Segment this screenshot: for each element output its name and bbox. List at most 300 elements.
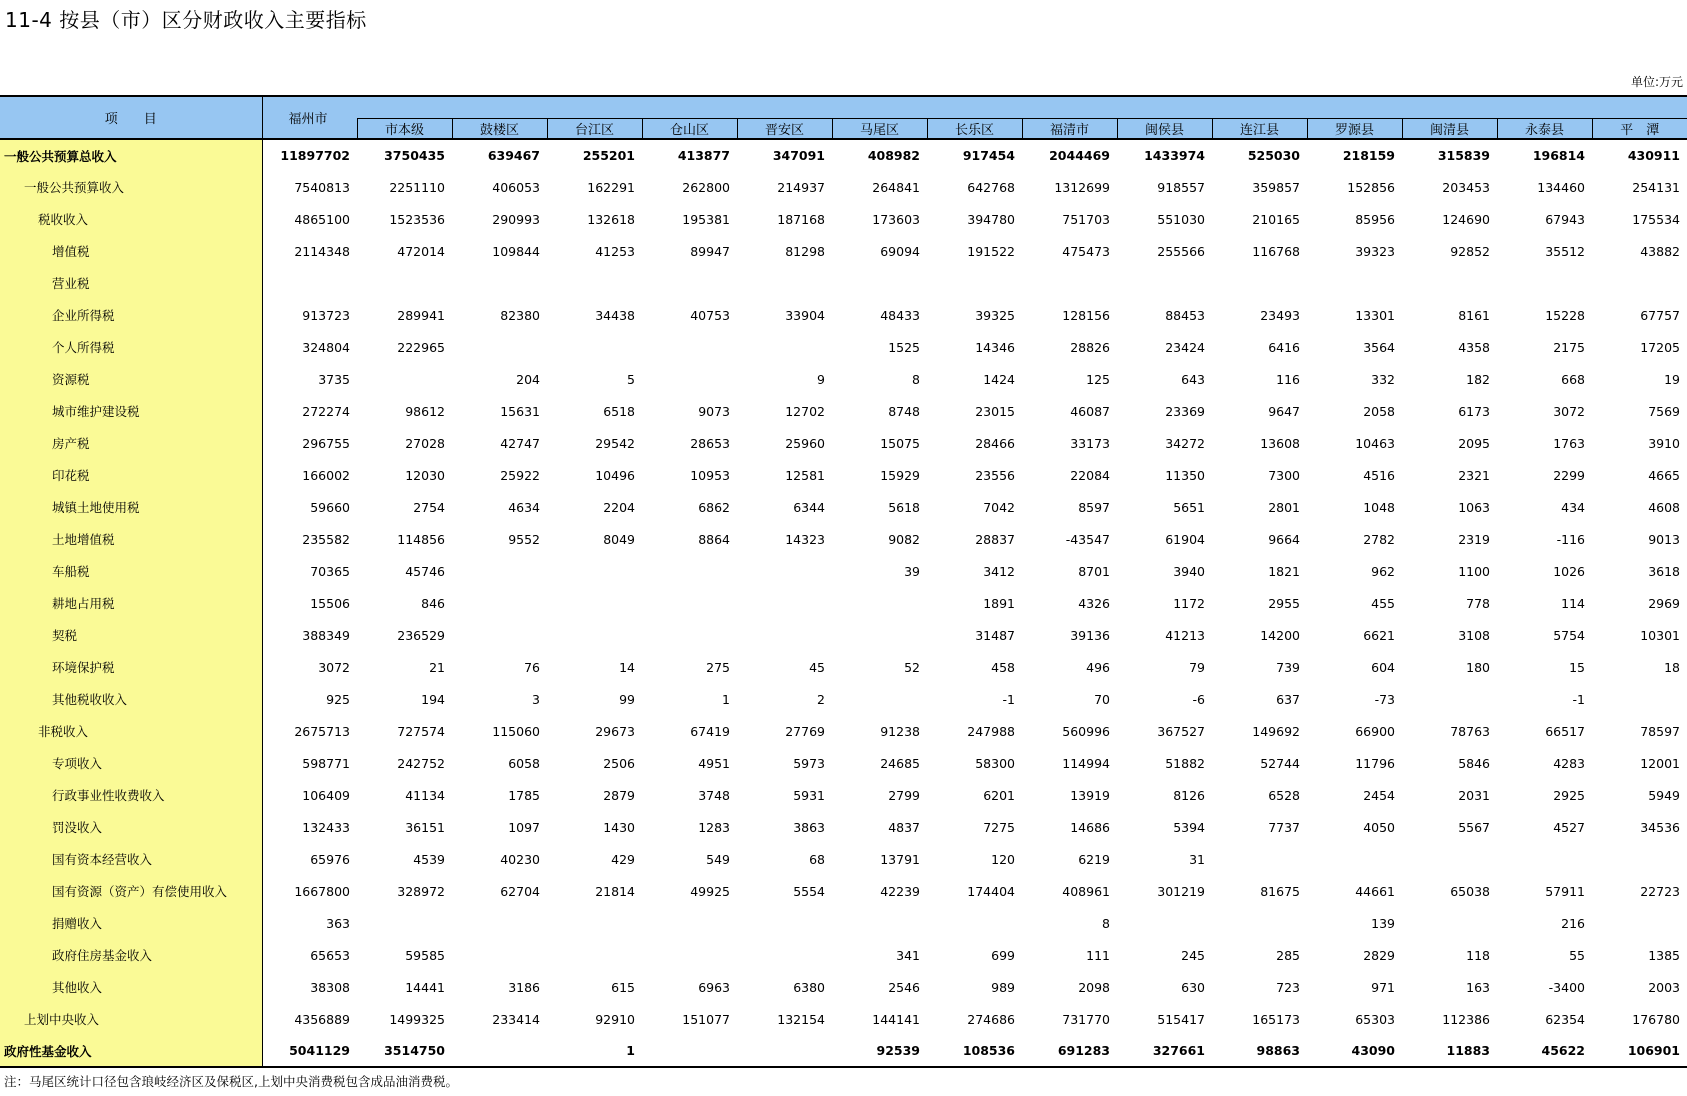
value-cell: 315839	[1402, 139, 1497, 171]
value-cell: 52744	[1260, 755, 1300, 771]
value-cell: 549	[706, 851, 730, 867]
value-cell: 2955	[1268, 595, 1300, 611]
table-row	[0, 843, 1687, 875]
value-cell: 3863	[793, 819, 825, 835]
value-cell: 778	[1466, 595, 1490, 611]
value-cell: 45746	[405, 563, 445, 579]
value-cell: 406053	[492, 179, 540, 195]
value-cell: 1026	[1553, 563, 1585, 579]
value-cell: 134460	[1537, 179, 1585, 195]
value-cell: 233414	[492, 1011, 540, 1027]
value-cell: 116	[1276, 371, 1300, 387]
value-cell: 4837	[888, 819, 920, 835]
value-cell: 4665	[1648, 467, 1680, 483]
value-cell: 2003	[1648, 979, 1680, 995]
value-cell: 4516	[1363, 467, 1395, 483]
value-cell: 28653	[690, 435, 730, 451]
value-cell: 12001	[1640, 755, 1680, 771]
value-cell: 23369	[1165, 403, 1205, 419]
value-cell: 560996	[1062, 723, 1110, 739]
value-cell: 739	[1276, 659, 1300, 675]
table-row	[0, 491, 1687, 523]
value-cell: 106409	[302, 787, 350, 803]
value-cell	[927, 267, 1022, 299]
value-cell	[1307, 267, 1402, 299]
table-row	[0, 1003, 1687, 1035]
value-cell: 5949	[1648, 787, 1680, 803]
value-cell: 3072	[1553, 403, 1585, 419]
value-cell: 99	[619, 691, 635, 707]
value-cell: 615	[611, 979, 635, 995]
value-cell: 2095	[1458, 435, 1490, 451]
value-cell: 296755	[302, 435, 350, 451]
value-cell: 81675	[1260, 883, 1300, 899]
table-row	[0, 203, 1687, 235]
value-cell: 41213	[1165, 627, 1205, 643]
value-cell: 152856	[1347, 179, 1395, 195]
value-cell: 347091	[737, 139, 832, 171]
value-cell: 149692	[1252, 723, 1300, 739]
value-cell: 106901	[1592, 1035, 1687, 1067]
header-region: 罗源县	[1307, 119, 1402, 140]
value-cell: 11897702	[262, 139, 357, 171]
value-cell	[1212, 907, 1307, 939]
value-cell: 49925	[690, 883, 730, 899]
value-cell: 27769	[785, 723, 825, 739]
value-cell: 2319	[1458, 531, 1490, 547]
value-cell	[452, 939, 547, 971]
value-cell: 14346	[975, 339, 1015, 355]
value-cell: 41253	[595, 243, 635, 259]
value-cell: 51882	[1165, 755, 1205, 771]
value-cell: 3748	[698, 787, 730, 803]
value-cell: 1430	[603, 819, 635, 835]
header-fuzhou: 福州市	[262, 96, 357, 139]
value-cell: 262800	[682, 179, 730, 195]
value-cell: 5554	[793, 883, 825, 899]
value-cell: 7300	[1268, 467, 1300, 483]
value-cell: 1821	[1268, 563, 1300, 579]
table-row	[0, 651, 1687, 683]
value-cell: 70365	[310, 563, 350, 579]
value-cell: 8	[912, 371, 920, 387]
value-cell	[1402, 907, 1497, 939]
value-cell: 65303	[1355, 1011, 1395, 1027]
value-cell: 3072	[318, 659, 350, 675]
value-cell: 65038	[1450, 883, 1490, 899]
value-cell: 6862	[698, 499, 730, 515]
value-cell: 151077	[682, 1011, 730, 1027]
value-cell: 52	[904, 659, 920, 675]
value-cell: 604	[1371, 659, 1395, 675]
value-cell: 3750435	[357, 139, 452, 171]
value-cell: 2801	[1268, 499, 1300, 515]
value-cell	[832, 907, 927, 939]
value-cell: 9647	[1268, 403, 1300, 419]
value-cell: 5754	[1553, 627, 1585, 643]
header-region: 晋安区	[737, 119, 832, 140]
value-cell: 13301	[1355, 307, 1395, 323]
value-cell: 114	[1561, 595, 1585, 611]
value-cell: 413877	[642, 139, 737, 171]
row-label: 车船税	[0, 555, 262, 587]
value-cell	[642, 267, 737, 299]
value-cell: 43090	[1307, 1035, 1402, 1067]
value-cell: -1	[1572, 691, 1585, 707]
value-cell: 39	[904, 563, 920, 579]
row-label: 营业税	[0, 267, 262, 299]
value-cell	[737, 267, 832, 299]
row-label: 专项收入	[0, 747, 262, 779]
row-label: 耕地占用税	[0, 587, 262, 619]
value-cell: 723	[1276, 979, 1300, 995]
value-cell: 18	[1664, 659, 1680, 675]
value-cell: 15929	[880, 467, 920, 483]
value-cell: 327661	[1117, 1035, 1212, 1067]
value-cell: 31487	[975, 627, 1015, 643]
value-cell	[452, 331, 547, 363]
row-label: 政府性基金收入	[0, 1035, 262, 1067]
table-body	[0, 139, 1687, 1067]
table-row	[0, 779, 1687, 811]
table-row	[0, 939, 1687, 971]
value-cell: 6344	[793, 499, 825, 515]
value-cell	[547, 555, 642, 587]
header-region: 闽清县	[1402, 119, 1497, 140]
value-cell: 332	[1371, 371, 1395, 387]
value-cell: 2879	[603, 787, 635, 803]
value-cell: 42239	[880, 883, 920, 899]
value-cell: 78597	[1640, 723, 1680, 739]
value-cell	[1212, 267, 1307, 299]
value-cell: 55	[1569, 947, 1585, 963]
value-cell: 925	[326, 691, 350, 707]
row-label: 税收收入	[0, 203, 262, 235]
value-cell	[452, 555, 547, 587]
row-label: 印花税	[0, 459, 262, 491]
value-cell: 3108	[1458, 627, 1490, 643]
value-cell: 203453	[1442, 179, 1490, 195]
value-cell	[832, 619, 927, 651]
value-cell: 165173	[1252, 1011, 1300, 1027]
table-row	[0, 747, 1687, 779]
value-cell: 5394	[1173, 819, 1205, 835]
value-cell: 642768	[967, 179, 1015, 195]
row-label: 罚没收入	[0, 811, 262, 843]
value-cell: 2031	[1458, 787, 1490, 803]
value-cell: 2251110	[389, 179, 445, 195]
value-cell: 8701	[1078, 563, 1110, 579]
value-cell: 643	[1181, 371, 1205, 387]
value-cell: 10301	[1640, 627, 1680, 643]
value-cell: 40753	[690, 307, 730, 323]
value-cell: 4634	[508, 499, 540, 515]
value-cell: 2782	[1363, 531, 1395, 547]
row-label: 行政事业性收费收入	[0, 779, 262, 811]
header-region: 仓山区	[642, 119, 737, 140]
value-cell: -6	[1192, 691, 1205, 707]
value-cell: 6173	[1458, 403, 1490, 419]
value-cell: 515417	[1157, 1011, 1205, 1027]
value-cell: 187168	[777, 211, 825, 227]
value-cell: 2506	[603, 755, 635, 771]
value-cell: 222965	[397, 339, 445, 355]
value-cell: 472014	[397, 243, 445, 259]
value-cell	[547, 907, 642, 939]
value-cell	[642, 555, 737, 587]
value-cell: 496	[1086, 659, 1110, 675]
value-cell	[1022, 267, 1117, 299]
value-cell	[262, 267, 357, 299]
value-cell: 34438	[595, 307, 635, 323]
header-region: 台江区	[547, 119, 642, 140]
value-cell: 21814	[595, 883, 635, 899]
value-cell: 6528	[1268, 787, 1300, 803]
page-title: 11-4 按县（市）区分财政收入主要指标	[5, 8, 367, 32]
value-cell: 917454	[927, 139, 1022, 171]
value-cell: 4865100	[294, 211, 350, 227]
value-cell: 7540813	[294, 179, 350, 195]
value-cell: -1	[1002, 691, 1015, 707]
value-cell: 731770	[1062, 1011, 1110, 1027]
value-cell: 57911	[1545, 883, 1585, 899]
value-cell: 408961	[1062, 883, 1110, 899]
table-row	[0, 235, 1687, 267]
value-cell: 6219	[1078, 851, 1110, 867]
value-cell: 11350	[1165, 467, 1205, 483]
value-cell	[642, 331, 737, 363]
value-cell: 1385	[1648, 947, 1680, 963]
value-cell: 455	[1371, 595, 1395, 611]
table-row	[0, 1035, 1687, 1067]
value-cell: 2175	[1553, 339, 1585, 355]
value-cell: 3514750	[357, 1035, 452, 1067]
table-row	[0, 267, 1687, 299]
value-cell	[642, 587, 737, 619]
table-row	[0, 811, 1687, 843]
value-cell: 39136	[1070, 627, 1110, 643]
row-label: 国有资源（资产）有偿使用收入	[0, 875, 262, 907]
value-cell: 3	[532, 691, 540, 707]
value-cell: 111	[1086, 947, 1110, 963]
unit-label: 单位:万元	[1630, 75, 1683, 89]
value-cell: 23424	[1165, 339, 1205, 355]
value-cell: 92852	[1450, 243, 1490, 259]
value-cell	[642, 939, 737, 971]
value-cell: 163	[1466, 979, 1490, 995]
value-cell: 115060	[492, 723, 540, 739]
table-row	[0, 459, 1687, 491]
value-cell: 196814	[1497, 139, 1592, 171]
value-cell	[1592, 843, 1687, 875]
value-cell: 9552	[508, 531, 540, 547]
value-cell: 242752	[397, 755, 445, 771]
value-cell: 65653	[310, 947, 350, 963]
value-cell: 3735	[318, 371, 350, 387]
value-cell: 363	[326, 915, 350, 931]
value-cell: 79	[1189, 659, 1205, 675]
value-cell: 5651	[1173, 499, 1205, 515]
value-cell: 630	[1181, 979, 1205, 995]
header-region: 马尾区	[832, 119, 927, 140]
value-cell: 8049	[603, 531, 635, 547]
value-cell: 144141	[872, 1011, 920, 1027]
value-cell: 4283	[1553, 755, 1585, 771]
value-cell: 458	[991, 659, 1015, 675]
value-cell: 218159	[1307, 139, 1402, 171]
value-cell: 2454	[1363, 787, 1395, 803]
value-cell: 173603	[872, 211, 920, 227]
value-cell: 43882	[1640, 243, 1680, 259]
value-cell: 913723	[302, 307, 350, 323]
value-cell: 2299	[1553, 467, 1585, 483]
value-cell: 175534	[1632, 211, 1680, 227]
value-cell: 44661	[1355, 883, 1395, 899]
value-cell: 11796	[1355, 755, 1395, 771]
value-cell: 2321	[1458, 467, 1490, 483]
value-cell: 25922	[500, 467, 540, 483]
value-cell: 162291	[587, 179, 635, 195]
value-cell: 1100	[1458, 563, 1490, 579]
value-cell: 11883	[1402, 1035, 1497, 1067]
value-cell: 15631	[500, 403, 540, 419]
row-label: 其他税收收入	[0, 683, 262, 715]
value-cell: 6058	[508, 755, 540, 771]
value-cell: 255201	[547, 139, 642, 171]
value-cell: 6621	[1363, 627, 1395, 643]
value-cell	[452, 619, 547, 651]
value-cell: 216	[1561, 915, 1585, 931]
value-cell: 180	[1466, 659, 1490, 675]
value-cell: 28826	[1070, 339, 1110, 355]
value-cell: 128156	[1062, 307, 1110, 323]
value-cell: 39325	[975, 307, 1015, 323]
row-label: 非税收入	[0, 715, 262, 747]
value-cell: 2925	[1553, 787, 1585, 803]
value-cell: 247988	[967, 723, 1015, 739]
value-cell: 112386	[1442, 1011, 1490, 1027]
value-cell	[452, 1035, 547, 1067]
value-cell	[547, 267, 642, 299]
value-cell: 67757	[1640, 307, 1680, 323]
value-cell: 727574	[397, 723, 445, 739]
value-cell: 8126	[1173, 787, 1205, 803]
value-cell: 17205	[1640, 339, 1680, 355]
value-cell: 10496	[595, 467, 635, 483]
value-cell: 7569	[1648, 403, 1680, 419]
value-cell: 341	[896, 947, 920, 963]
value-cell: 328972	[397, 883, 445, 899]
row-label: 个人所得税	[0, 331, 262, 363]
value-cell: 5041129	[262, 1035, 357, 1067]
value-cell: 59660	[310, 499, 350, 515]
value-cell: 67419	[690, 723, 730, 739]
value-cell: 2675713	[294, 723, 350, 739]
row-label: 企业所得税	[0, 299, 262, 331]
value-cell	[927, 907, 1022, 939]
value-cell: 245	[1181, 947, 1205, 963]
value-cell: 408982	[832, 139, 927, 171]
value-cell: 255566	[1157, 243, 1205, 259]
value-cell: 27028	[405, 435, 445, 451]
value-cell: 5618	[888, 499, 920, 515]
value-cell: 210165	[1252, 211, 1300, 227]
value-cell	[452, 267, 547, 299]
value-cell: -3400	[1548, 979, 1585, 995]
value-cell: 13791	[880, 851, 920, 867]
value-cell: 8597	[1078, 499, 1110, 515]
value-cell: 15506	[310, 595, 350, 611]
value-cell: 6380	[793, 979, 825, 995]
header-top-band	[357, 96, 1687, 119]
value-cell	[1497, 267, 1592, 299]
value-cell	[737, 907, 832, 939]
value-cell: 91238	[880, 723, 920, 739]
value-cell: 289941	[397, 307, 445, 323]
value-cell: 301219	[1157, 883, 1205, 899]
value-cell	[547, 331, 642, 363]
table-row	[0, 619, 1687, 651]
value-cell	[642, 1035, 737, 1067]
value-cell	[642, 363, 737, 395]
value-cell: 45	[809, 659, 825, 675]
revenue-table	[0, 95, 1687, 1068]
value-cell: 430911	[1592, 139, 1687, 171]
value-cell: 61904	[1165, 531, 1205, 547]
value-cell: 3940	[1173, 563, 1205, 579]
value-cell: 120	[991, 851, 1015, 867]
value-cell: 4539	[413, 851, 445, 867]
value-cell: 9	[817, 371, 825, 387]
value-cell: 359857	[1252, 179, 1300, 195]
value-cell: 34536	[1640, 819, 1680, 835]
value-cell: 132433	[302, 819, 350, 835]
value-cell: 2829	[1363, 947, 1395, 963]
value-cell	[737, 939, 832, 971]
value-cell: 13608	[1260, 435, 1300, 451]
value-cell: 36151	[405, 819, 445, 835]
value-cell: 194	[421, 691, 445, 707]
value-cell: 324804	[302, 339, 350, 355]
value-cell: 70	[1094, 691, 1110, 707]
value-cell	[1402, 267, 1497, 299]
value-cell: 12581	[785, 467, 825, 483]
value-cell: 1283	[698, 819, 730, 835]
table-row	[0, 299, 1687, 331]
value-cell: 69094	[880, 243, 920, 259]
value-cell: 475473	[1062, 243, 1110, 259]
header-region: 福清市	[1022, 119, 1117, 140]
value-cell: 132154	[777, 1011, 825, 1027]
value-cell: 639467	[452, 139, 547, 171]
row-label: 政府住房基金收入	[0, 939, 262, 971]
value-cell: 109844	[492, 243, 540, 259]
value-cell: 35512	[1545, 243, 1585, 259]
value-cell	[547, 587, 642, 619]
value-cell: 33173	[1070, 435, 1110, 451]
row-label: 上划中央收入	[0, 1003, 262, 1035]
value-cell: 23493	[1260, 307, 1300, 323]
value-cell: 182	[1466, 371, 1490, 387]
value-cell: 9013	[1648, 531, 1680, 547]
value-cell: 108536	[927, 1035, 1022, 1067]
value-cell: 4358	[1458, 339, 1490, 355]
value-cell: 9664	[1268, 531, 1300, 547]
value-cell: 22723	[1640, 883, 1680, 899]
value-cell: 1433974	[1117, 139, 1212, 171]
value-cell: 274686	[967, 1011, 1015, 1027]
value-cell: 15075	[880, 435, 920, 451]
